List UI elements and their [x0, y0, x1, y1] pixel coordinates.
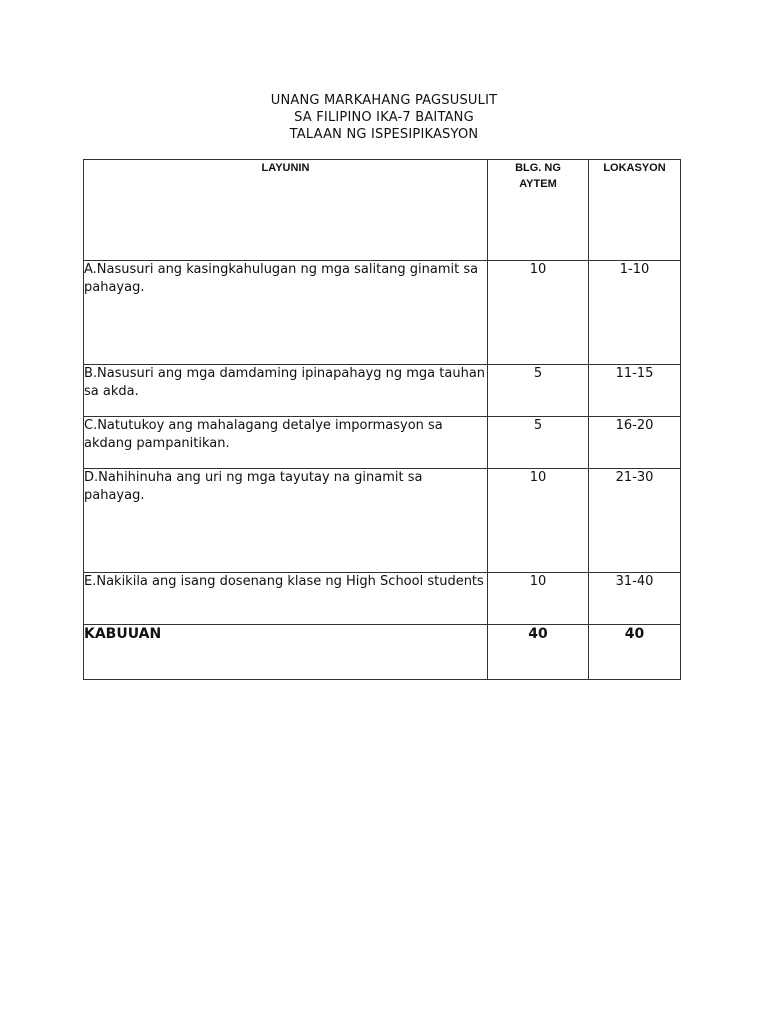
title-line-2: SA FILIPINO IKA-7 BAITANG [294, 110, 474, 125]
header-location: LOKASYON [589, 160, 681, 261]
objective-cell: B.Nasusuri ang mga damdaming ipinapahayg ng mga tauhan sa akda. [84, 365, 488, 417]
location-cell: 1-10 [589, 261, 681, 365]
item-count-cell: 5 [488, 417, 589, 469]
header-objective: LAYUNIN [84, 160, 488, 261]
table-row [84, 469, 681, 573]
total-label: KABUUAN [84, 625, 488, 680]
table-row [84, 261, 681, 365]
location-cell: 11-15 [589, 365, 681, 417]
total-item-count: 40 [488, 625, 589, 680]
title-line-1: UNANG MARKAHANG PAGSUSULIT [270, 93, 498, 108]
specification-table [83, 159, 681, 680]
table-row [84, 417, 681, 469]
table-row [84, 573, 681, 625]
location-cell: 31-40 [589, 573, 681, 625]
item-count-cell: 10 [488, 573, 589, 625]
location-cell: 21-30 [589, 469, 681, 573]
objective-cell: E.Nakikila ang isang dosenang klase ng High School students [84, 573, 488, 625]
header-item-count: BLG. NG AYTEM [488, 160, 589, 261]
item-count-cell: 10 [488, 469, 589, 573]
total-location: 40 [589, 625, 681, 680]
table-row [84, 365, 681, 417]
objective-cell: C.Natutukoy ang mahalagang detalye impormasyon sa akdang pampanitikan. [84, 417, 488, 469]
title-line-3: TALAAN NG ISPESIPIKASYON [289, 127, 479, 142]
table-header-row [84, 160, 681, 261]
item-count-cell: 10 [488, 261, 589, 365]
total-row [84, 625, 681, 680]
item-count-cell: 5 [488, 365, 589, 417]
objective-cell: D.Nahihinuha ang uri ng mga tayutay na ginamit sa pahayag. [84, 469, 488, 573]
document-title [0, 92, 768, 143]
objective-cell: A.Nasusuri ang kasingkahulugan ng mga salitang ginamit sa pahayag. [84, 261, 488, 365]
location-cell: 16-20 [589, 417, 681, 469]
